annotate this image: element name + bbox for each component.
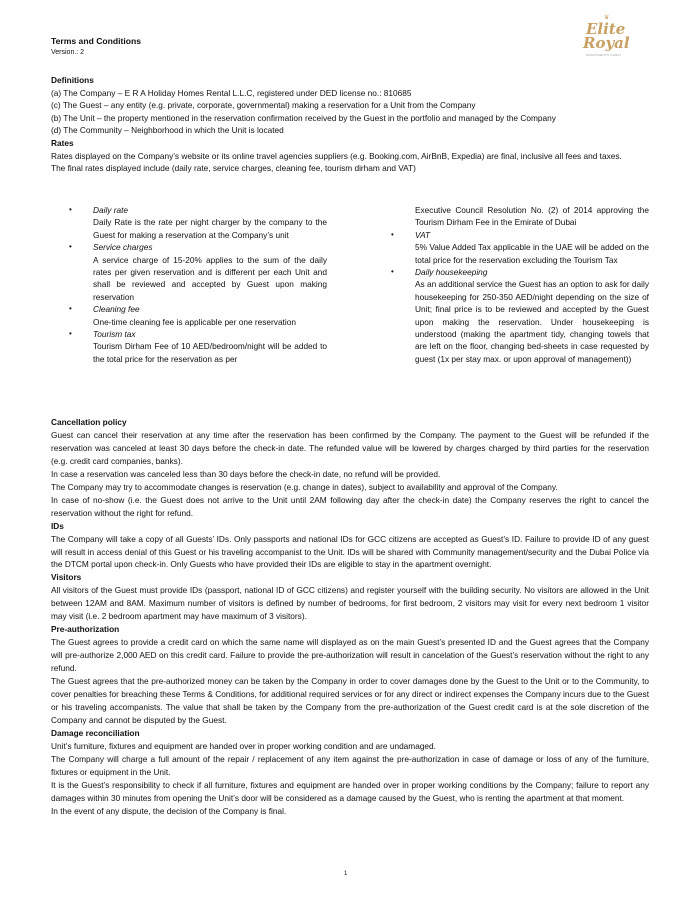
document-version: Version.: 2 bbox=[51, 49, 85, 56]
elite-royal-logo bbox=[578, 15, 638, 62]
rate-component-vat bbox=[391, 229, 649, 266]
tourism-tax-continuation: Executive Council Resolution No. (2) of 2014 approving the Tourism Dirham Fee in the Emirate of Dubai bbox=[415, 205, 649, 228]
cancellation-paragraph: In case of no-show (i.e. the Guest does not arrive to the Unit until 2AM following day after the check-in date) the Company reserves the right to cancel the reservation without the right for refund. bbox=[51, 494, 649, 518]
rate-component-title: Service charges bbox=[93, 242, 153, 253]
definitions-section bbox=[51, 74, 649, 175]
document-title: Terms and Conditions bbox=[51, 36, 142, 46]
rate-component-text: One-time cleaning fee is applicable per one reservation bbox=[93, 316, 296, 327]
logo-tagline: APARTMENTS DUBAI bbox=[586, 53, 622, 57]
cancellation-paragraph: In case a reservation was canceled less than 30 days before the check-in date, no refund will be provided. bbox=[51, 468, 441, 479]
definition-item: (c) The Guest – any entity (e.g. private, corporate, governmental) making a reservation for a Unit from the Company bbox=[51, 100, 476, 111]
ids-heading: IDs bbox=[51, 520, 64, 531]
cancellation-paragraph: Guest can cancel their reservation at any time after the reservation has been confirmed by the Company. The payment to the Guest will be refunded if the reservation was canceled at least 30 days before the check-in date. The refunded value will be lowered by charges charged by third parties for the reservation (e.g. credit card companies, banks). bbox=[51, 429, 649, 466]
damage-paragraph: It is the Guest’s responsibility to check if all furniture, fixtures and equipment are handed over in proper working conditions by the Company; failure to report any damages within 30 minutes from opening the Unit’s door will be considered as a damage caused by the Guest, who is renting the apartment at that moment. bbox=[51, 779, 649, 803]
definitions-heading: Definitions bbox=[51, 75, 94, 85]
damage-paragraph: In the event of any dispute, the decision of the Company is final. bbox=[51, 805, 287, 816]
page-number: 1 bbox=[344, 871, 348, 877]
rates-includes: The final rates displayed include (daily rate, service charges, cleaning fee, tourism dirham and VAT) bbox=[51, 163, 416, 174]
bullet-icon: • bbox=[69, 304, 72, 314]
bullet-icon: • bbox=[69, 242, 72, 252]
rate-component-text: Daily Rate is the rate per night charger by the company to the Guest for making a reservation at the Company’s unit bbox=[93, 217, 327, 240]
preauthorization-paragraph: The Guest agrees to provide a credit card on which the same name will displayed as on the main Guest’s presented ID and the Guest agrees that the Company will pre-authorize 2,000 AED on this credit card. Failure to provide the pre-authorization will result in cancelation of the Guest’s reservation without the right to any refund. bbox=[51, 637, 649, 674]
rate-component-title: VAT bbox=[415, 229, 431, 240]
definition-item: (b) The Unit – the property mentioned in the reservation confirmation received by the Guest in the portfolio and managed by the Company bbox=[51, 112, 556, 123]
cancellation-paragraph: The Company may try to accommodate changes is reservation (e.g. change in dates), subject to availability and approval of the Company. bbox=[51, 481, 558, 492]
definition-item: (d) The Community – Neighborhood in which the Unit is located bbox=[51, 125, 284, 136]
definition-item: (a) The Company – E R A Holiday Homes Rental L.L.C, registered under DED license no.: 810685 bbox=[51, 87, 412, 98]
bullet-icon: • bbox=[391, 229, 394, 239]
preauthorization-paragraph: The Guest agrees that the pre-authorized money can be taken by the Company in order to cover damages done by the Guest to the Unit or to the Community, to cover penalties for breaching these Terms & Conditions, for additional required services or for any direct or indirect expenses the Company incurs due to the Guest or his traveling accompanists. The value that shall be taken by the Company from the pre-authorization of the Guest credit card is at the sole discretion of the Company and cannot be disputed by the Guest. bbox=[51, 676, 649, 725]
rate-component-text: 5% Value Added Tax applicable in the UAE will be added on the total price for the reservation excluding the Tourism Tax bbox=[415, 242, 649, 265]
rate-components-left-column bbox=[69, 204, 327, 365]
policies-section bbox=[51, 416, 649, 818]
rate-component-text: A service charge of 15-20% applies to the sum of the daily rates per given reservation and is different per each Unit and shall be reviewed and accepted by Guest upon making reservation bbox=[93, 254, 327, 302]
rate-component-text: Tourism Dirham Fee of 10 AED/bedroom/night will be added to the total price for the reservation as per bbox=[93, 341, 327, 364]
rates-intro: Rates displayed on the Company’s website or its online travel agencies suppliers (e.g. Booking.com, AirBnB, Expedia) are final, inclusive all fees and taxes. bbox=[51, 150, 622, 161]
visitors-paragraph: All visitors of the Guest must provide IDs (passport, national ID of GCC citizens) and register yourself with the building security. No visitors are allowed in the Unit between 12AM and 8AM. Maximum number of visitors is defined by number of bedrooms, for first bedroom, 2 visitors may visit for every next bedroom 1 visitor may visit (i.e. 2 bedroom apartment may have maximum of 3 visitors). bbox=[51, 585, 649, 622]
preauthorization-heading: Pre-authorization bbox=[51, 624, 120, 635]
rate-components bbox=[51, 204, 649, 409]
crown-icon: ♛ bbox=[604, 15, 610, 21]
damage-heading: Damage reconciliation bbox=[51, 727, 140, 738]
ids-paragraph: The Company will take a copy of all Guests’ IDs. Only passports and national IDs for GCC citizens are accepted as Guest’s ID. Failure to provide ID of any guest will result in access denial of this Guest or his traveling accompanist to the Unit. IDs will be shared with Community management/security and the Dubai Police via the DTCM portal upon check-in. Only Guests who have provided their IDs are eligible to stay in the apartment overnight. bbox=[51, 533, 649, 570]
bullet-icon: • bbox=[69, 205, 72, 214]
rate-component-text: As an additional service the Guest has an option to ask for daily housekeeping for 250-350 AED/night depending on the size of Unit; final price is to be reviewed and accepted by the Guest upon making the reservation. Under housekeeping is understood (making the apartment tidy, changing towels that are left on the floor, changing bed-sheets in case requested by guest (1x per stay max. or upon approval of management)) bbox=[415, 279, 649, 364]
rate-component-title: Daily rate bbox=[93, 205, 129, 215]
rate-component-title: Daily housekeeping bbox=[415, 267, 488, 278]
logo-text-royal: Royal bbox=[583, 34, 630, 52]
damage-paragraph: Unit’s furniture, fixtures and equipment are handed over in proper working condition and are undamaged. bbox=[51, 740, 436, 751]
cancellation-heading: Cancellation policy bbox=[51, 417, 127, 427]
rate-component-tourism-tax bbox=[69, 328, 327, 365]
rate-component-daily-housekeeping bbox=[391, 266, 649, 365]
damage-paragraph: The Company will charge a full amount of the repair / replacement of any item against the pre-authorization in case of damage or loss of any of the furniture, fixtures or equipment in the Unit. bbox=[51, 753, 649, 777]
bullet-icon: • bbox=[391, 267, 394, 277]
rate-component-title: Cleaning fee bbox=[93, 304, 140, 315]
bullet-icon: • bbox=[69, 329, 72, 339]
rate-component-cleaning-fee bbox=[69, 303, 327, 328]
rate-component-title: Tourism tax bbox=[93, 329, 136, 340]
rates-heading: Rates bbox=[51, 137, 74, 148]
visitors-heading: Visitors bbox=[51, 572, 82, 583]
logo-text-elite: Elite bbox=[586, 20, 626, 38]
rate-components-right-column bbox=[391, 204, 649, 365]
rate-component-service-charges bbox=[69, 241, 327, 303]
rate-component-daily-rate bbox=[69, 204, 327, 241]
